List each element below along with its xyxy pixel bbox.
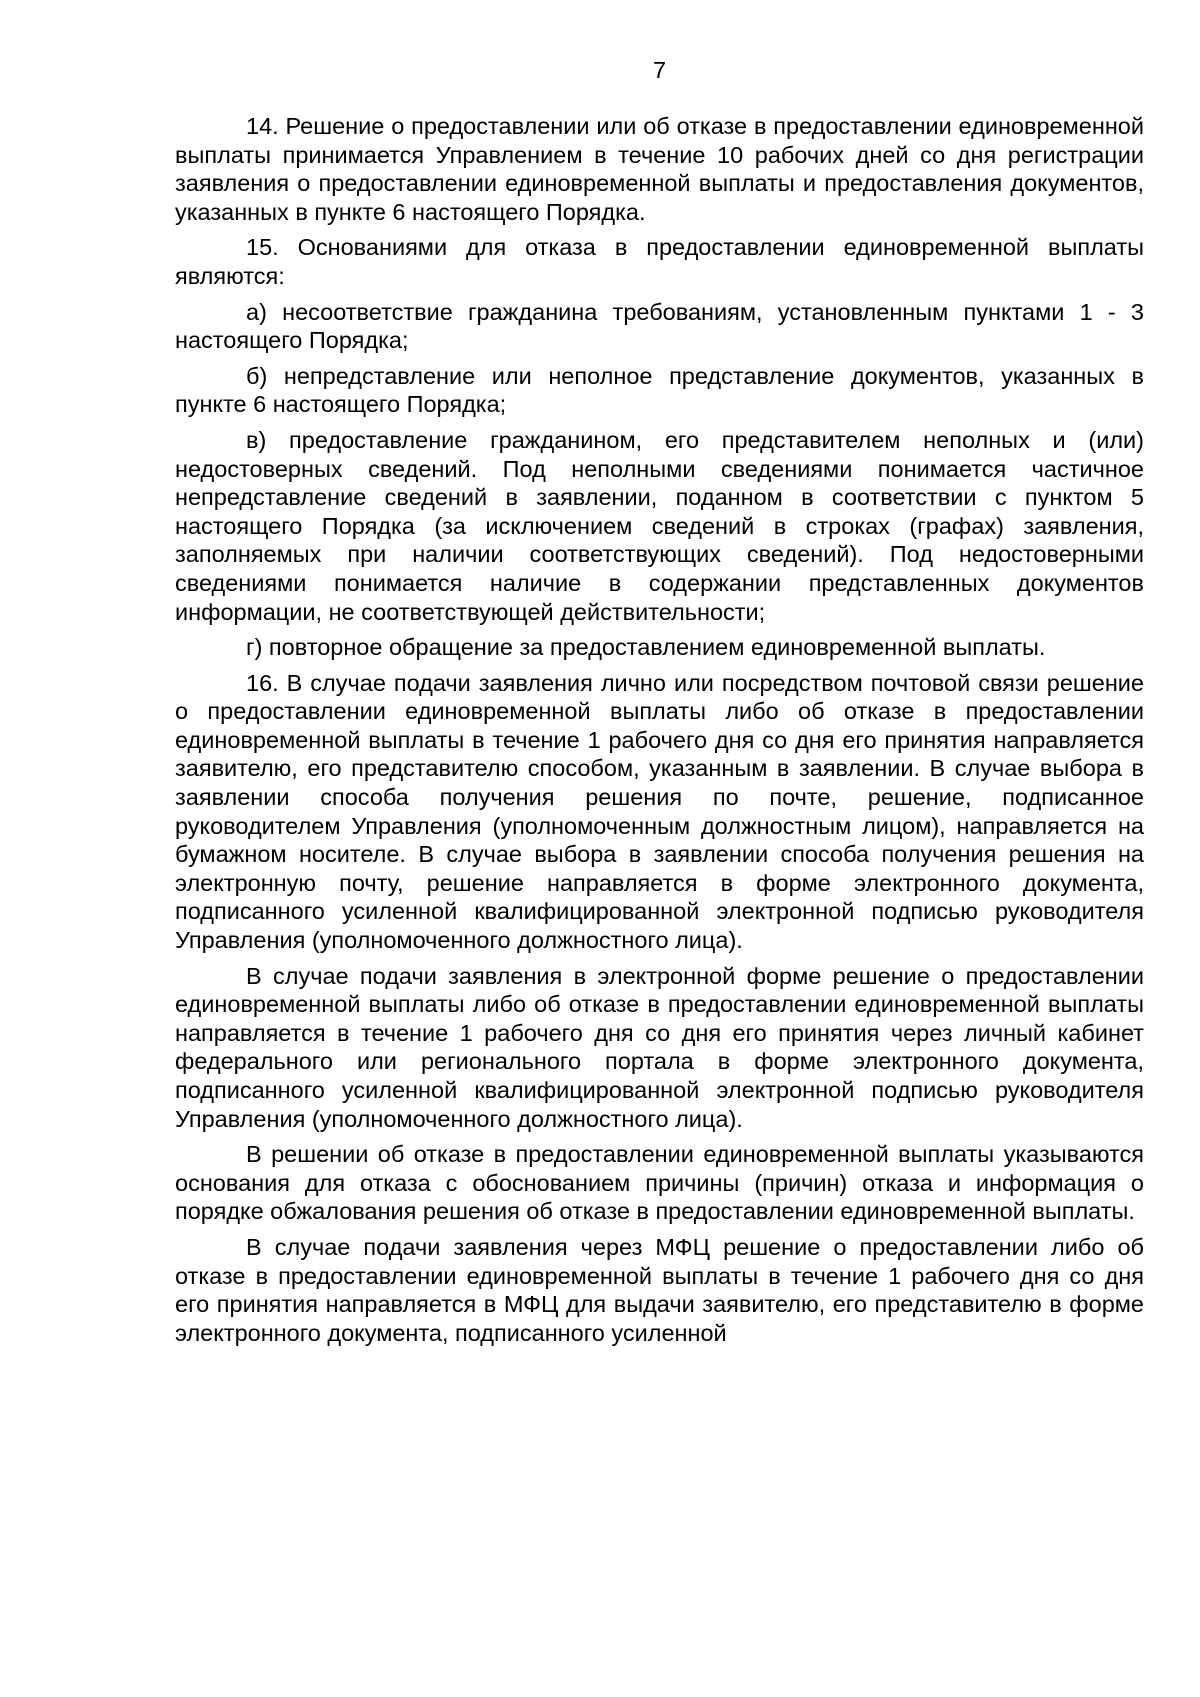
paragraph-15-item-b: б) непредставление или неполное представление документов, указанных в пункте 6 настоящего Порядка; [175,362,1144,418]
paragraph-15-item-g: г) повторное обращение за предоставлением единовременной выплаты. [246,634,1046,661]
document-body [175,112,1144,1354]
paragraph-16-refusal: В решении об отказе в предоставлении единовременной выплаты указываются основания для отказа с обоснованием причины (причин) отказа и информация о порядке обжалования решения об отказе в предоставлении единовременной выплаты. [175,1141,1144,1225]
paragraph-14: 14. Решение о предоставлении или об отказе в предоставлении единовременной выплаты принимается Управлением в течение 10 рабочих дней со дня регистрации заявления о предоставлении единовременной выплаты и предоставления документов, указанных в пункте 6 настоящего Порядка. [175,113,1144,225]
paragraph-15: 15. Основаниями для отказа в предоставлении единовременной выплаты являются: [175,234,1144,289]
paragraph-15-item-v: в) предоставление гражданином, его представителем неполных и (или) недостоверных сведений. Под неполными сведениями понимается частичное непредставление сведений в заявлении, поданном в соответствии с пунктом 5 настоящего Порядка (за исключением сведений в строках (графах) заявления, заполняемых при наличии соответствующих сведений). Под недостоверными сведениями понимается наличие в содержании представленных документов информации, не соответствующей действительности; [175,426,1144,625]
paragraph-16-electronic: В случае подачи заявления в электронной форме решение о предоставлении единовременной выплаты либо об отказе в предоставлении единовременной выплаты направляется в течение 1 рабочего дня со дня его принятия через личный кабинет федерального или регионального портала в форме электронного документа, подписанного усиленной квалифицированной электронной подписью руководителя Управления (уполномоченного должностного лица). [175,962,1144,1132]
paragraph-16-mfc: В случае подачи заявления через МФЦ решение о предоставлении либо об отказе в предоставлении единовременной выплаты в течение 1 рабочего дня со дня его принятия направляется в МФЦ для выдачи заявителю, его представителю в форме электронного документа, подписанного усиленной [175,1233,1144,1346]
page-number: 7 [652,57,667,83]
paragraph-16: 16. В случае подачи заявления лично или посредством почтовой связи решение о предоставлении единовременной выплаты либо об отказе в предоставлении единовременной выплаты в течение 1 рабочего дня со дня его принятия направляется заявителю, его представителю способом, указанным в заявлении. В случае выбора в заявлении способа получения решения по почте, решение, подписанное руководителем Управления (уполномоченным должностным лицом), направляется на бумажном носителе. В случае выбора в заявлении способа получения решения на электронную почту, решение направляется в форме электронного документа, подписанного усиленной квалифицированной электронной подписью руководителя Управления (уполномоченного должностного лица). [175,669,1144,954]
paragraph-15-item-a: а) несоответствие гражданина требованиям, установленным пунктами 1 - 3 настоящего Порядка; [175,298,1144,354]
